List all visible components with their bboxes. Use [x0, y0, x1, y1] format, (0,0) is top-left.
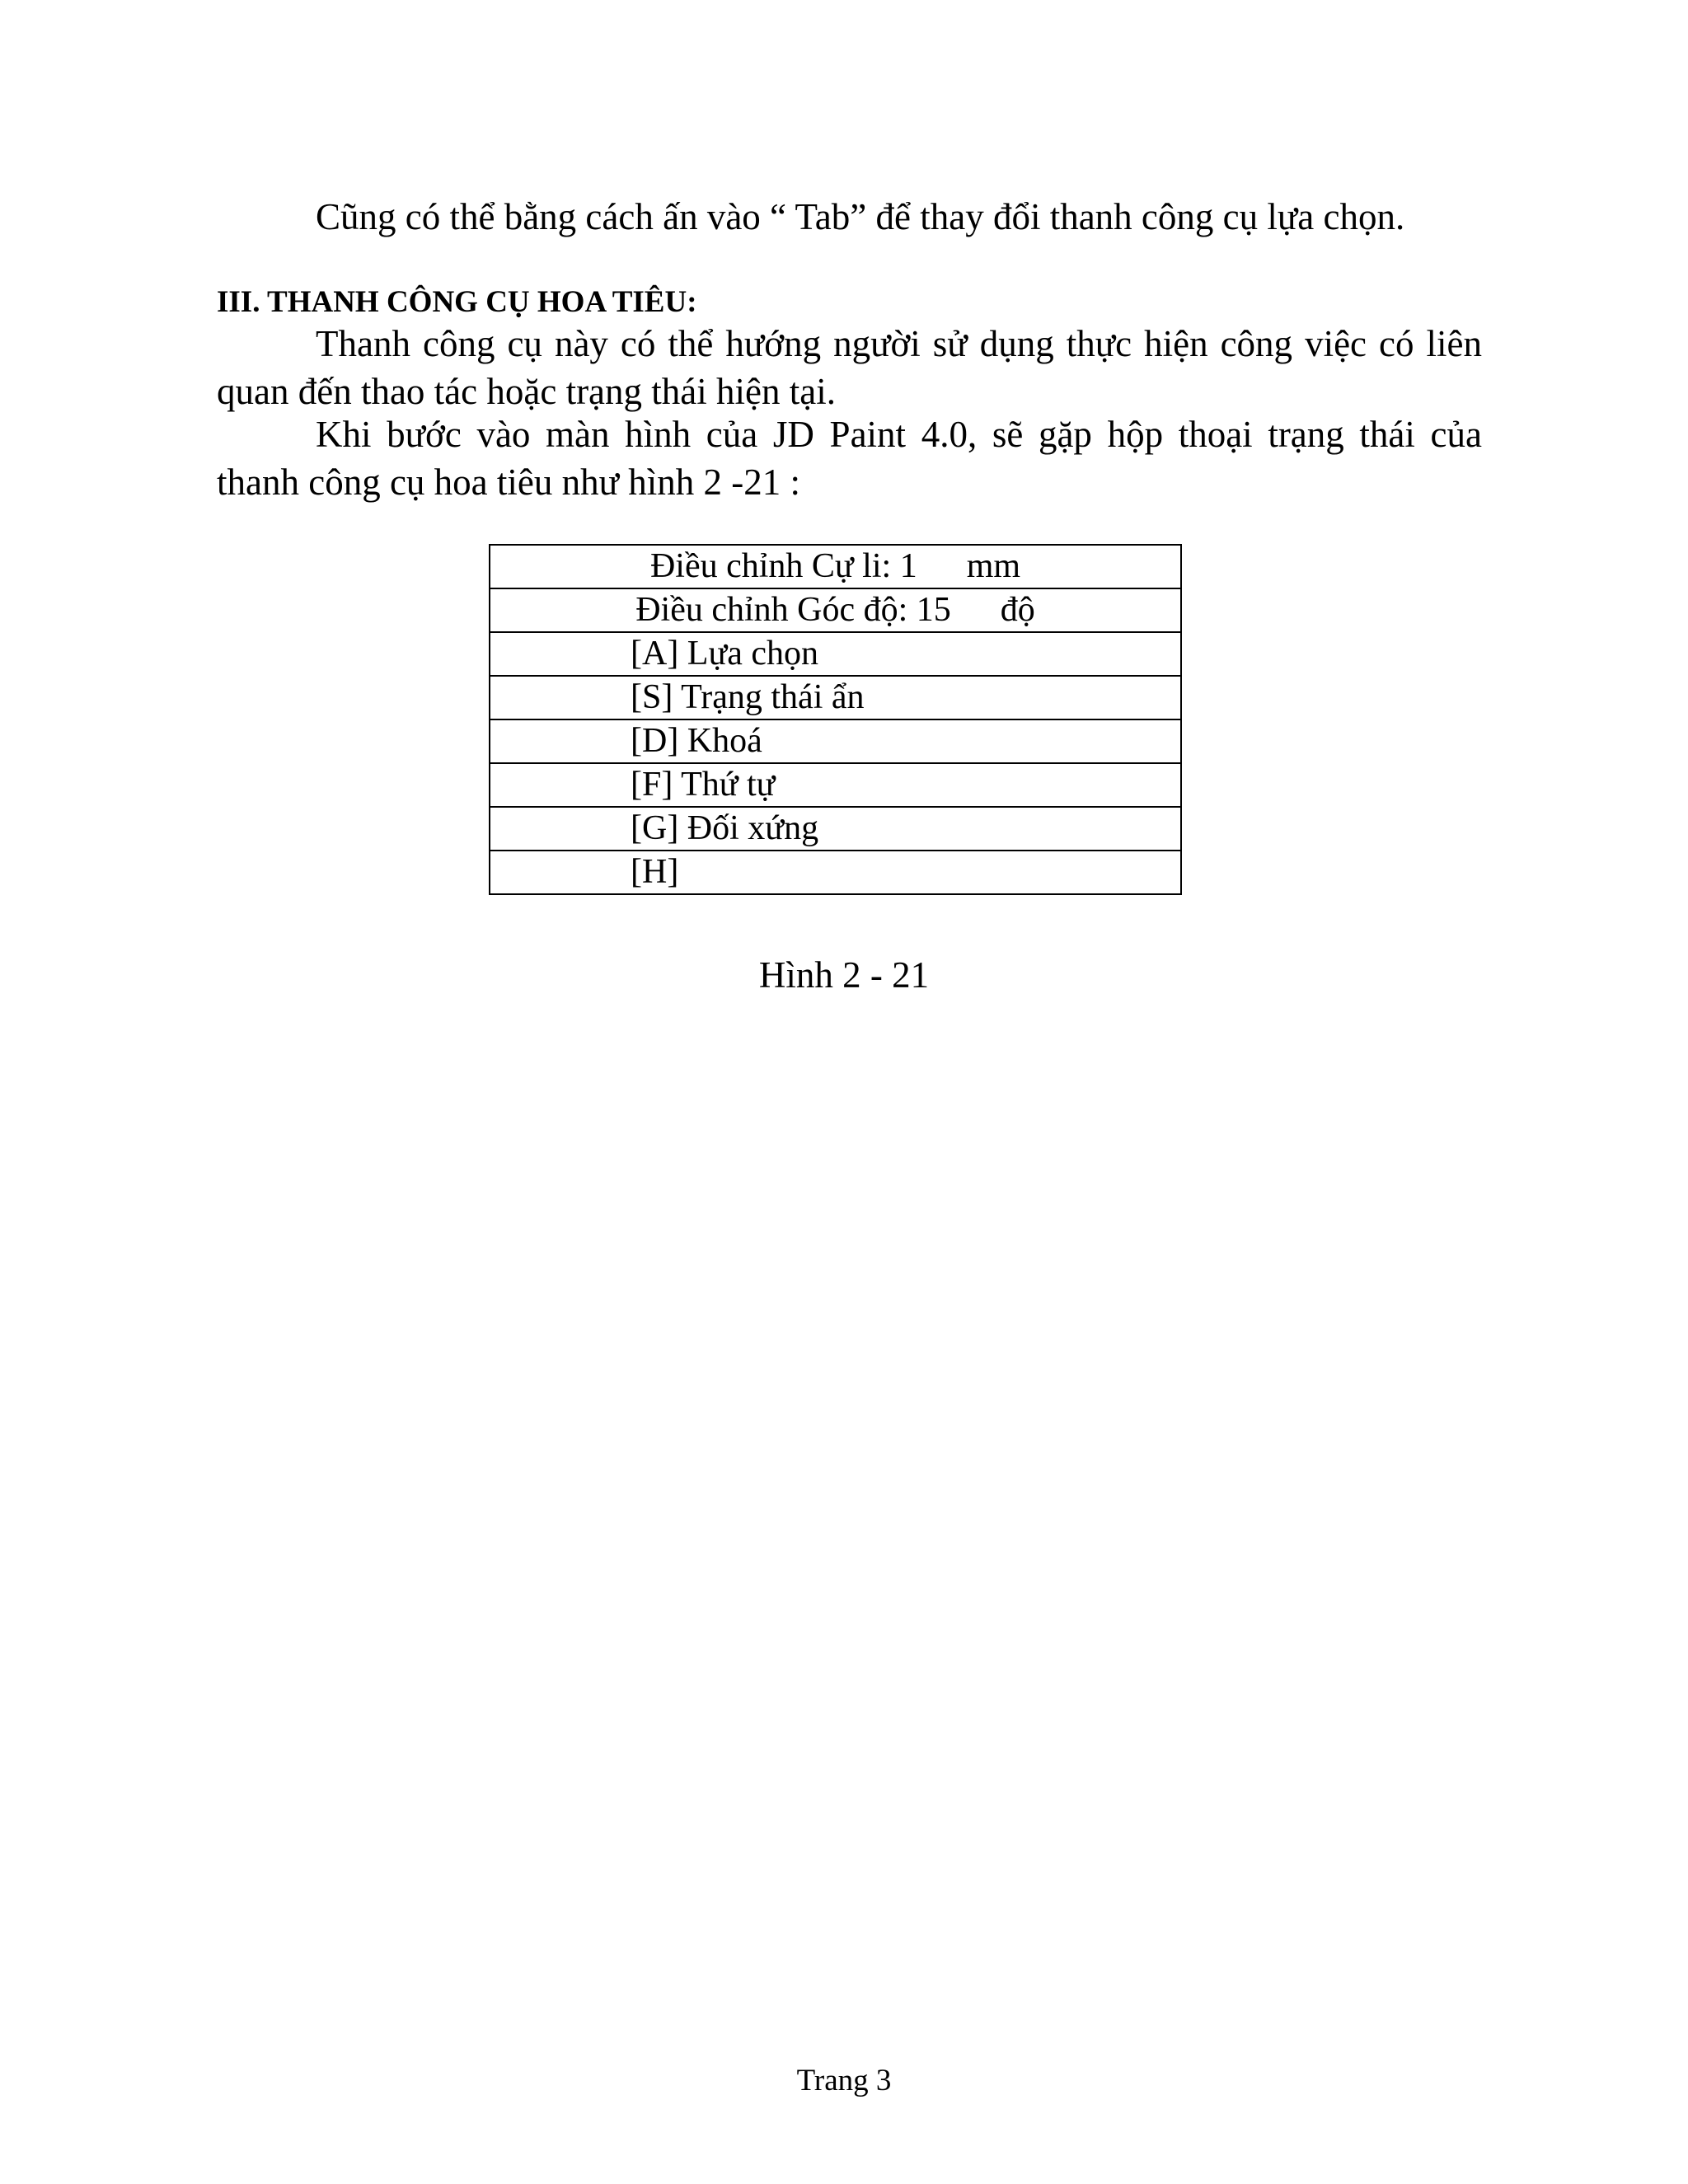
- option-row-hide: [490, 676, 1181, 719]
- option-row-symmetry: [490, 807, 1181, 851]
- angle-unit: độ: [1000, 591, 1035, 629]
- paragraph-dialog: Khi bước vào màn hình của JD Paint 4.0, sẽ gặp hộp thoại trạng thái của thanh công cụ hoa tiêu như hình 2 -21 :: [217, 414, 1482, 503]
- option-row-lock: [490, 719, 1181, 763]
- option-symmetry: [G] Đối xứng: [490, 807, 1181, 851]
- angle-row: [490, 588, 1181, 632]
- angle-label: Điều chỉnh Góc độ: 15: [635, 591, 951, 629]
- angle-cell: [490, 588, 1181, 632]
- option-hide: [S] Trạng thái ẩn: [490, 676, 1181, 719]
- option-order: [F] Thứ tự: [490, 763, 1181, 807]
- figure-caption: Hình 2 - 21: [758, 954, 930, 996]
- distance-row: [490, 545, 1181, 588]
- paragraph-tab-hint: Cũng có thể bằng cách ấn vào “ Tab” để thay đổi thanh công cụ lựa chọn.: [316, 196, 1405, 237]
- option-h: [H]: [490, 851, 1181, 894]
- option-lock: [D] Khoá: [490, 719, 1181, 763]
- distance-label: Điều chỉnh Cự li: 1: [649, 547, 917, 585]
- distance-cell: [490, 545, 1181, 588]
- option-row-select: [490, 632, 1181, 676]
- navigator-toolbar-figure: [489, 544, 1182, 895]
- option-row-h: [490, 851, 1181, 894]
- option-select: [A] Lựa chọn: [490, 632, 1181, 676]
- distance-unit: mm: [966, 547, 1021, 585]
- paragraph-intro: Thanh công cụ này có thể hướng người sử dụng thực hiện công việc có liên quan đến thao tác hoặc trạng thái hiện tại.: [217, 323, 1482, 412]
- option-row-order: [490, 763, 1181, 807]
- section-heading: III. THANH CÔNG CỤ HOA TIÊU:: [217, 285, 697, 319]
- page-number: Trang 3: [796, 2064, 892, 2097]
